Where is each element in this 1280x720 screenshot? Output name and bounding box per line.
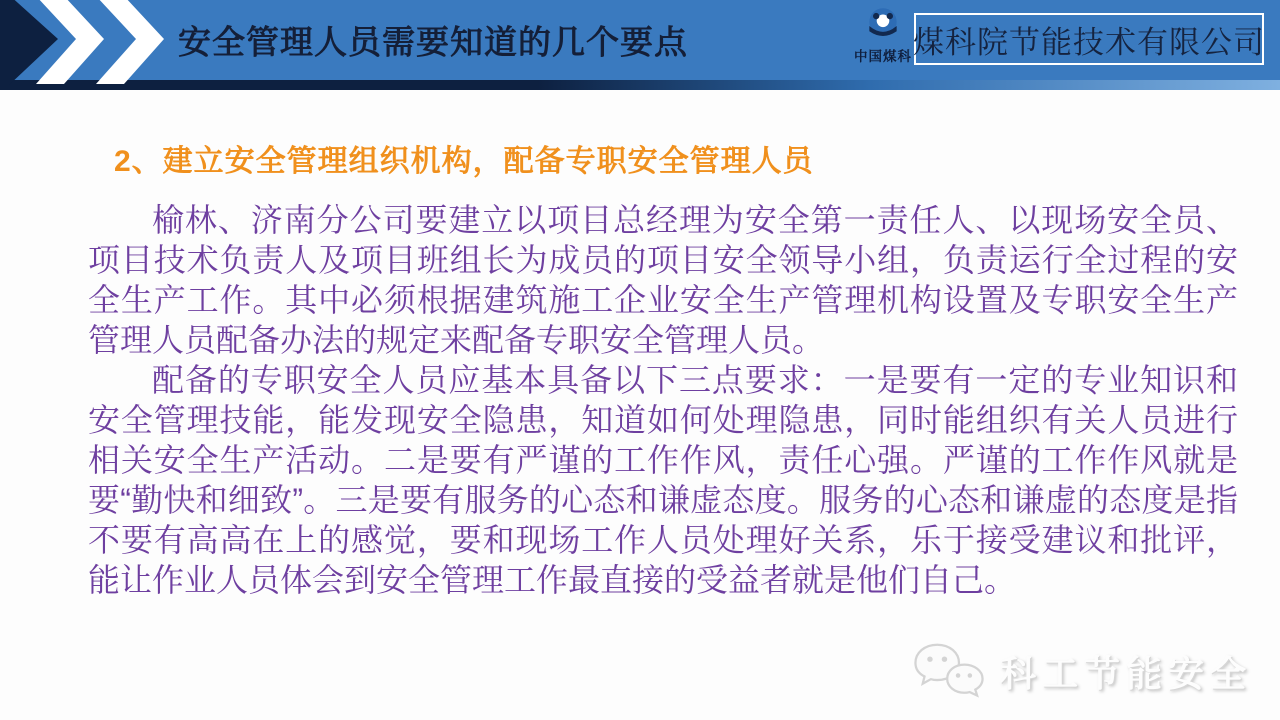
paragraph-1: 榆林、济南分公司要建立以项目总经理为安全第一责任人、以现场安全员、项目技术负责人及项目班组长为成员的项目安全领导小组，负责运行全过程的安全生产工作。其中必须根据建筑施工企业安全生产管理机构设置及专职安全生产管理人员配备办法的规定来配备专职安全管理人员。 bbox=[88, 202, 1238, 358]
company-name-box bbox=[914, 13, 1264, 65]
china-coal-emblem-icon bbox=[862, 6, 904, 44]
section-heading: 2、建立安全管理组织机构，配备专职安全管理人员 bbox=[114, 145, 814, 178]
brand-logo-text: 中国煤科 bbox=[854, 49, 912, 64]
company-name: 煤科院节能技术有限公司 bbox=[913, 24, 1265, 60]
paragraph-2: 配备的专职安全人员应基本具备以下三点要求：一是要有一定的专业知识和安全管理技能，能发现安全隐患，知道如何处理隐患，同时能组织有关人员进行相关安全生产活动。二是要有严谨的工作作风，责任心强。严谨的工作作风就是要“勤快和细致”。三是要有服务的心态和谦虚态度。服务的心态和谦虚的态度是指不要有高高在上的感觉，要和现场工作人员处理好关系，乐于接受建议和批评，能让作业人员体会到安全管理工作最直接的受益者就是他们自己。 bbox=[88, 362, 1238, 598]
slide-body bbox=[0, 136, 1280, 600]
page-title: 安全管理人员需要知道的几个要点 bbox=[178, 23, 688, 61]
watermark-text: 科工节能安全 bbox=[999, 652, 1252, 694]
wechat-icon bbox=[910, 640, 988, 702]
watermark bbox=[910, 640, 1252, 702]
header-bar bbox=[0, 0, 1280, 80]
